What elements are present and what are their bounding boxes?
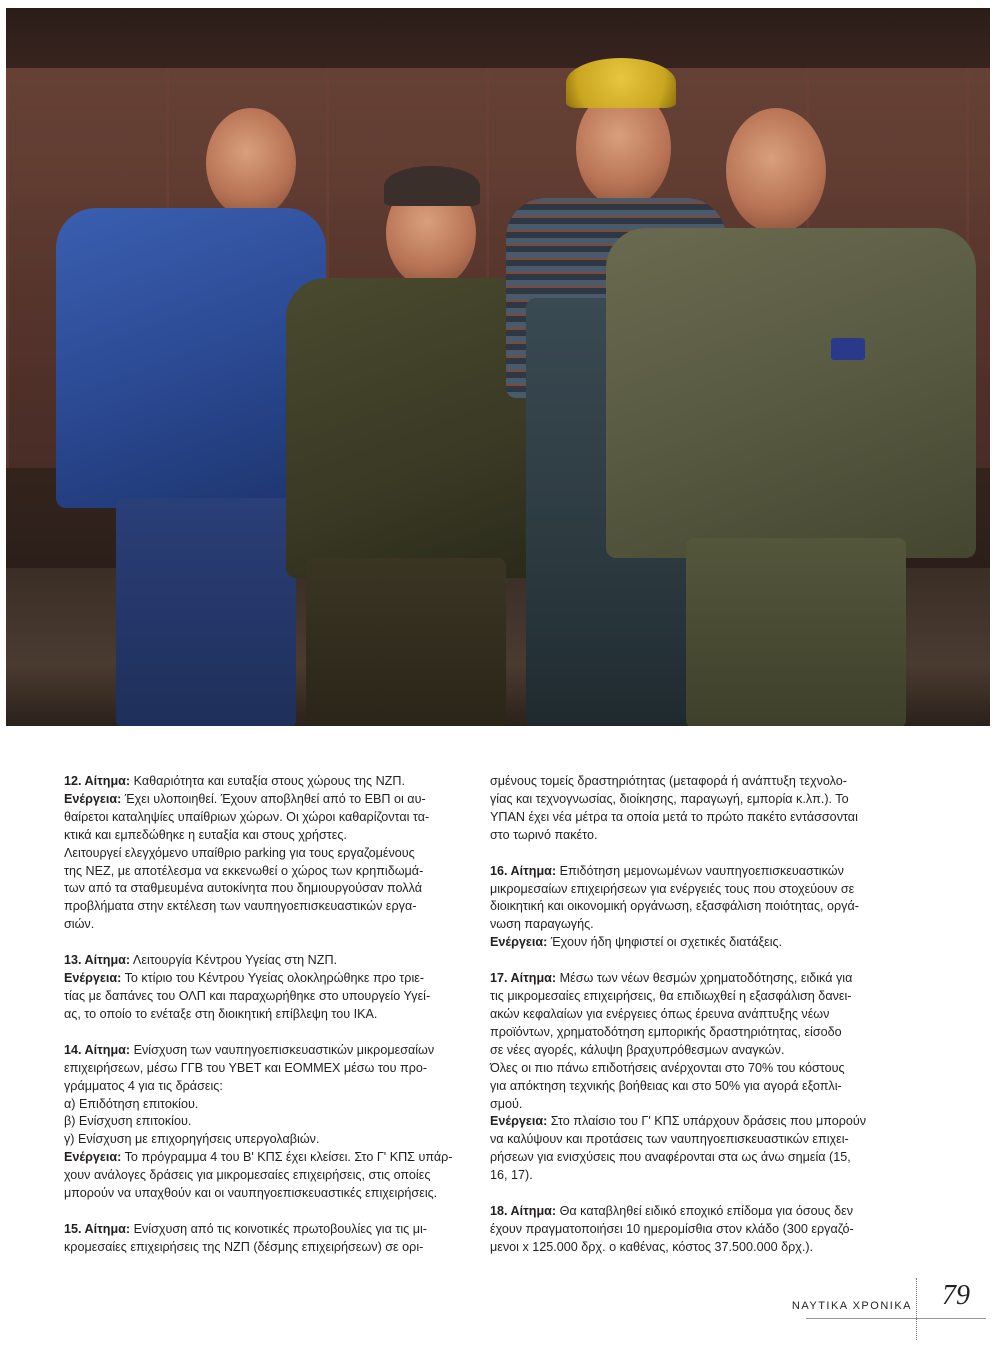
text-line [64,952,462,970]
line-text: Όλες οι πιο πάνω επιδοτήσεις ανέρχονται στο 70% του κόστους [490,1060,845,1075]
line-text: ας, το οποίο το ενέταξε στη διοικητική επίβλεψη του ΙΚΑ. [64,1006,378,1021]
line-text: θαίρετοι καταληψίες υπαίθριων χώρων. Οι χώροι καθαρίζονται τα- [64,809,430,824]
item-number: 17. [490,971,511,986]
text-line [490,827,888,845]
line-text: προβλήματα στην εκτέλεση των ναυπηγοεπισκευαστικών εργα- [64,899,417,914]
keyword: Αίτημα: [84,774,131,788]
line-text: στο τωρινό πακέτο. [490,827,598,842]
text-line [490,970,888,988]
text-line [64,880,462,898]
line-text: Μέσω των νέων θεσμών χρηματοδότησης, ειδικά για [556,971,853,986]
line-text: σμού. [490,1096,523,1111]
text-line [490,1167,888,1185]
keyword: Ενέργεια: [490,1114,548,1129]
text-column-left [64,773,462,1275]
text-line [64,1239,462,1257]
keyword: Αίτημα: [84,1221,131,1236]
line-text: Έχει υλοποιηθεί. Έχουν αποβληθεί από το ΕΒΠ οι αυ- [121,791,426,806]
line-text: της ΝΕΖ, με αποτέλεσμα να εκκενωθεί ο χώρος των κρηπιδωμά- [64,863,424,878]
text-line [490,773,888,791]
item-number: 14. [64,1042,85,1057]
line-text: προϊόντων, χρηματοδότηση εμπορικής δραστηριότητας, είσοδο [490,1024,842,1039]
text-line [64,809,462,827]
item-13 [64,952,462,1024]
text-line [64,1006,462,1024]
item-17 [490,970,888,1185]
line-text: τίας με δαπάνες του ΟΛΠ και παραχωρήθηκε στο υπουργείο Υγεί- [64,988,431,1003]
item-12 [64,773,462,934]
text-line [64,1149,462,1167]
text-line [64,1113,462,1131]
worker-blue-overalls [36,98,316,726]
text-line [64,988,462,1006]
text-line [490,988,888,1006]
text-line [64,845,462,863]
item-16 [490,863,888,953]
line-text: σε νέες αγορές, κάλυψη βραχυπρόθεσμων αναγκών. [490,1042,785,1057]
text-line [64,898,462,916]
text-column-right [490,773,888,1275]
line-text: τις μικρομεσαίες επιχειρήσεις, θα επιδιωχθεί η εξασφάλιση δανει- [490,989,852,1004]
text-line [490,1113,888,1131]
line-text: των από τα σταθμευμένα αυτοκίνητα που δημιουργούσαν πολλά [64,881,422,896]
line-text: ΥΠΑΝ έχει νέα μέτρα τα οποία μετά το πρώτο πακέτο εντάσσονται [490,809,858,824]
text-line [64,1221,462,1239]
line-text: μπορούν να υπαχθούν και οι ναυπηγοεπισκευαστικές επιχειρήσεις. [64,1186,438,1201]
text-line [490,916,888,934]
text-line [490,881,888,899]
magazine-title: ΝΑΥΤΙΚΑ ΧΡΟΝΙΚΑ [791,1300,912,1312]
line-text: έχουν πραγματοποιήσει 10 ημερομίσθια στον κλάδο (300 εργαζό- [490,1221,854,1236]
line-text: γ) Ενίσχυση με επιχορηγήσεις υπεργολαβιών. [64,1132,320,1147]
line-text: κτικά και εμπεδώθηκε η ευταξία και στους χρήστες. [64,827,347,842]
text-line [490,1221,888,1239]
text-line [490,1096,888,1114]
line-text: μικρομεσαίων επιχειρήσεων για ενέργειές τους που στοχεύουν σε [490,881,855,896]
text-line [64,791,462,809]
line-text: ρήσεων για ενισχύσεις που αναφέρονται στα ως άνω σημεία (15, [490,1150,851,1165]
line-text: Λειτουργεί ελεγχόμενο υπαίθριο parking για τους εργαζομένους [64,845,415,860]
line-text: διοικητική και οικονομική οργάνωση, εξασφάλιση ποιότητας, οργά- [490,899,859,914]
keyword: Αίτημα: [84,953,131,968]
text-line [490,863,888,881]
line-text: νωση παραγωγής. [490,917,594,932]
text-line [64,1060,462,1078]
text-line [64,970,462,988]
text-line [490,1149,888,1167]
line-text: ακών κεφαλαίων για ενέργειες όπως έρευνα ανάπτυξης νέων [490,1006,830,1021]
item-number: 16. [490,863,511,878]
footer-rule [806,1318,986,1319]
text-line [490,809,888,827]
text-line [490,1131,888,1149]
line-text: κρομεσαίες επιχειρήσεις της ΝΖΠ (δέσμης επιχειρήσεων) σε ορι- [64,1239,424,1254]
text-line [64,863,462,881]
keyword: Ενέργεια: [64,791,122,806]
page-number: 79 [942,1280,970,1311]
item-number: 13. [64,953,85,968]
text-line [64,1096,462,1114]
text-line [64,916,462,934]
line-text: Ενίσχυση των ναυπηγοεπισκευαστικών μικρομεσαίων [130,1042,435,1057]
line-text: β) Ενίσχυση επιτοκίου. [64,1114,192,1129]
line-text: Το κτίριο του Κέντρου Υγείας ολοκληρώθηκε προ τριε- [121,971,425,986]
text-line [490,791,888,809]
text-line [64,1042,462,1060]
keyword: Ενέργεια: [64,971,122,986]
text-line [490,1006,888,1024]
text-line [64,827,462,845]
footer-divider [916,1278,917,1340]
line-text: Το πρόγραμμα 4 του Β' ΚΠΣ έχει κλείσει. Στο Γ' ΚΠΣ υπάρ- [121,1150,453,1165]
text-line [490,898,888,916]
line-text: να καλύψουν και προτάσεις των ναυπηγοεπισκευαστικών επιχει- [490,1132,849,1147]
item-18 [490,1203,888,1257]
text-line [490,1060,888,1078]
text-line [490,934,888,952]
line-text: Επιδότηση μεμονωμένων ναυπηγοεπισκευαστικών [556,863,844,878]
item-14 [64,1042,462,1203]
line-text: Στο πλαίσιο του Γ' ΚΠΣ υπάρχουν δράσεις που μπορούν [547,1114,867,1129]
shipyard-workers-photo [6,8,990,726]
keyword: Αίτημα: [510,1204,557,1219]
line-text: χουν ανάλογες δράσεις για μικρομεσαίες επιχειρήσεις, στις οποίες [64,1168,431,1183]
line-text: 16, 17). [490,1168,533,1183]
text-line [64,1185,462,1203]
text-line [490,1239,888,1257]
line-text: Καθαριότητα και ευταξία στους χώρους της ΝΖΠ. [130,774,405,788]
text-line [64,1078,462,1096]
keyword: Ενέργεια: [64,1150,122,1165]
text-line [490,1078,888,1096]
worker-olive-overalls [606,98,976,726]
item-15-continued [490,773,888,845]
line-text: μενοι x 125.000 δρχ. ο καθένας, κόστος 37.500.000 δρχ.). [490,1239,814,1254]
line-text: σμένους τομείς δραστηριότητας (μεταφορά ή ανάπτυξη τεχνολο- [490,774,847,788]
text-line [64,773,462,791]
keyword: Αίτημα: [84,1042,131,1057]
item-number: 15. [64,1221,85,1236]
line-text: Ενίσχυση από τις κοινοτικές πρωτοβουλίες για τις μι- [130,1221,427,1236]
line-text: επιχειρήσεων, μέσω ΓΓΒ του ΥΒΕΤ και ΕΟΜΜΕΧ μέσω του προ- [64,1060,428,1075]
line-text: σιών. [64,917,95,932]
text-line [490,1042,888,1060]
keyword: Ενέργεια: [490,935,548,950]
line-text: γράμματος 4 για τις δράσεις: [64,1078,223,1093]
item-15 [64,1221,462,1257]
line-text: α) Επιδότηση επιτοκίου. [64,1096,199,1111]
text-line [64,1167,462,1185]
line-text: Έχουν ήδη ψηφιστεί οι σχετικές διατάξεις. [547,935,783,950]
keyword: Αίτημα: [510,971,557,986]
text-line [490,1024,888,1042]
keyword: Αίτημα: [510,863,557,878]
text-line [490,1203,888,1221]
text-line [64,1131,462,1149]
line-text: Θα καταβληθεί ειδικό εποχικό επίδομα για όσους δεν [556,1204,854,1219]
item-number: 12. [64,774,85,788]
line-text: για απόκτηση τεχνικής βοήθειας και στο 50% για αγορά εξοπλι- [490,1078,842,1093]
line-text: Λειτουργία Κέντρου Υγείας στη ΝΖΠ. [130,953,338,968]
item-number: 18. [490,1204,511,1219]
line-text: γίας και τεχνογνωσίας, διοίκησης, παραγωγή, εμπορία κ.λπ.). Το [490,791,849,806]
